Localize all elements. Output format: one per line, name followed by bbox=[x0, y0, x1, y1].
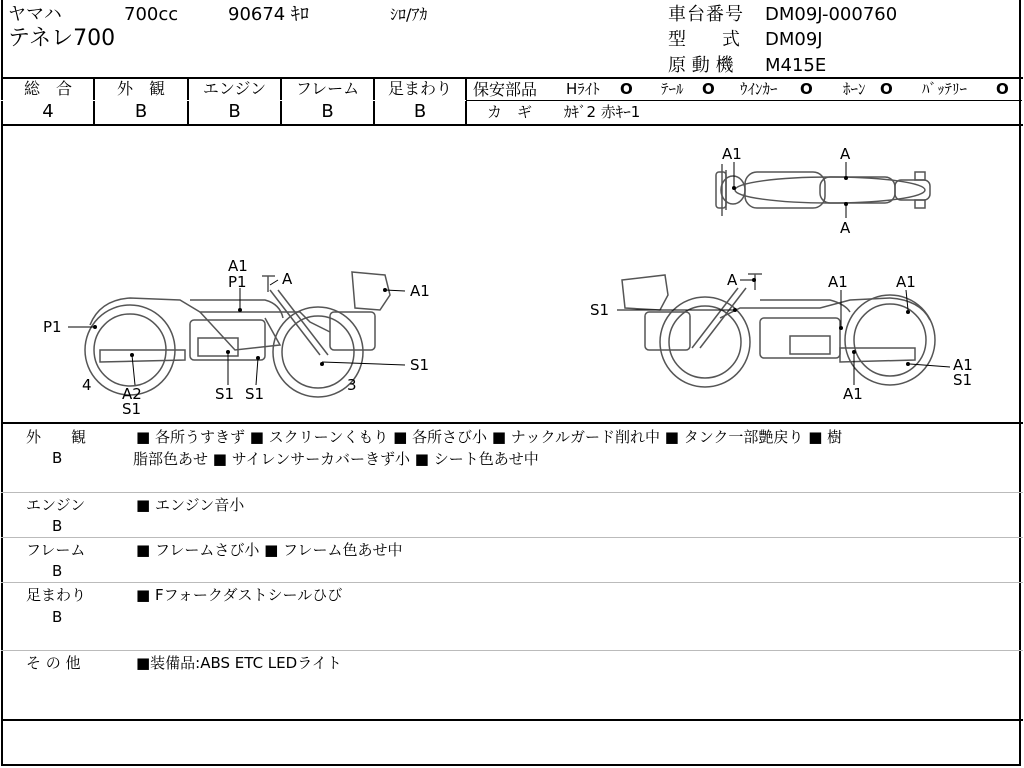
label-left-grade-3: 3 bbox=[347, 376, 357, 394]
divider bbox=[1, 537, 1023, 538]
engine-label: 原 動 機 bbox=[668, 55, 734, 76]
note-other-line1: ■装備品:ABS ETC LEDライト bbox=[136, 654, 342, 672]
divider bbox=[467, 100, 1022, 101]
safety-battery: ﾊﾞｯﾃﾘｰ bbox=[922, 80, 968, 98]
grade-exterior-value: B bbox=[134, 101, 148, 122]
label-left-p1-fender: P1 bbox=[43, 318, 62, 336]
label-left-a2: A2 bbox=[122, 385, 142, 403]
divider bbox=[1, 650, 1023, 651]
label-top-a-lower: A bbox=[840, 219, 851, 237]
label-right-a1-rear: A1 bbox=[896, 273, 916, 291]
label-left-grade-4: 4 bbox=[82, 376, 92, 394]
label-left-p1-top: P1 bbox=[228, 273, 247, 291]
note-frame-grade: B bbox=[52, 562, 63, 580]
safety-winker: ｳｲﾝｶｰ bbox=[740, 80, 778, 98]
label-left-a1-top: A1 bbox=[228, 257, 248, 275]
note-engine-grade: B bbox=[52, 517, 63, 535]
note-exterior-label: 外 観 bbox=[26, 428, 87, 446]
note-frame-label: フレーム bbox=[26, 541, 86, 559]
grade-frame-value: B bbox=[321, 101, 334, 122]
divider bbox=[1, 492, 1023, 493]
divider bbox=[1, 719, 1023, 721]
label-top-a-upper: A bbox=[840, 145, 851, 163]
note-engine-label: エンジン bbox=[26, 496, 86, 514]
chassis-value: DM09J-000760 bbox=[765, 4, 898, 25]
label-right-a1-muffler: A1 bbox=[843, 385, 863, 403]
label-right-s1-wheel: S1 bbox=[953, 371, 973, 389]
displacement: 700cc bbox=[124, 4, 179, 25]
engine-value: M415E bbox=[765, 55, 827, 76]
grade-frame-label: フレーム bbox=[295, 79, 360, 98]
label-right-a1-wheel: A1 bbox=[953, 356, 973, 374]
note-exterior-line1: ■ 各所うすきず ■ スクリーンくもり ■ 各所さび小 ■ ナックルガード削れ中 ■ タンク一部艶戻り ■ 樹 bbox=[136, 428, 843, 446]
grade-exterior-label: 外 観 bbox=[116, 79, 165, 98]
note-other-label: そ の 他 bbox=[26, 654, 81, 672]
safety-taillight-mark: O bbox=[702, 80, 715, 98]
label-right-s1: S1 bbox=[590, 301, 610, 319]
label-left-a1-screen: A1 bbox=[410, 282, 430, 300]
divider bbox=[1, 422, 1023, 424]
right-view-motorcycle bbox=[622, 271, 935, 387]
note-suspension-grade: B bbox=[52, 608, 63, 626]
label-left-s1-front: S1 bbox=[410, 356, 430, 374]
type-value: DM09J bbox=[765, 29, 823, 50]
damage-diagram bbox=[0, 126, 1024, 422]
note-suspension-line1: ■ Fフォークダストシールひび bbox=[136, 586, 343, 604]
safety-battery-mark: O bbox=[996, 80, 1009, 98]
note-exterior-grade: B bbox=[52, 449, 63, 467]
safety-label: 保安部品 bbox=[473, 80, 538, 99]
grade-engine-label: エンジン bbox=[202, 79, 267, 98]
grade-total-value: 4 bbox=[42, 101, 54, 122]
grade-suspension-value: B bbox=[413, 101, 427, 122]
model-name: テネレ700 bbox=[8, 26, 116, 51]
body-color: ｼﾛ/ｱｶ bbox=[390, 5, 428, 24]
grade-suspension-label: 足まわり bbox=[387, 79, 452, 98]
chassis-label: 車台番号 bbox=[668, 4, 744, 25]
safety-taillight: ﾃｰﾙ bbox=[661, 80, 684, 98]
label-right-a-mirror: A bbox=[727, 271, 738, 289]
safety-headlight: Hﾗｲﾄ bbox=[566, 80, 600, 98]
divider bbox=[465, 78, 467, 125]
label-left-s1-engine: S1 bbox=[215, 385, 235, 403]
key-label: カ ギ bbox=[487, 103, 533, 121]
note-engine-line1: ■ エンジン音小 bbox=[136, 496, 245, 514]
leader-lines bbox=[68, 162, 950, 385]
label-left-s1-muffler: S1 bbox=[122, 400, 142, 418]
label-left-s1-frame: S1 bbox=[245, 385, 265, 403]
label-top-a1: A1 bbox=[722, 145, 742, 163]
top-view-motorcycle bbox=[716, 164, 930, 216]
note-frame-line1: ■ フレームさび小 ■ フレーム色あせ中 bbox=[136, 541, 403, 559]
type-label: 型 式 bbox=[668, 29, 740, 50]
label-right-a1-tank: A1 bbox=[828, 273, 848, 291]
note-exterior-line2: 脂部色あせ ■ サイレンサーカバーきず小 ■ シート色あせ中 bbox=[133, 450, 539, 468]
safety-winker-mark: O bbox=[800, 80, 813, 98]
divider bbox=[1, 582, 1023, 583]
safety-horn-mark: O bbox=[880, 80, 893, 98]
key-value: ｶｷﾞ2 赤ｷｰ1 bbox=[564, 103, 641, 121]
maker: ヤマハ bbox=[8, 4, 62, 25]
grade-engine-value: B bbox=[228, 101, 241, 122]
grade-total-label: 総 合 bbox=[23, 79, 72, 98]
mileage: 90674 ｷﾛ bbox=[228, 4, 309, 25]
safety-horn: ﾎｰﾝ bbox=[843, 80, 866, 98]
safety-headlight-mark: O bbox=[620, 80, 633, 98]
label-left-a-mirror: A bbox=[282, 270, 293, 288]
note-suspension-label: 足まわり bbox=[26, 586, 87, 604]
